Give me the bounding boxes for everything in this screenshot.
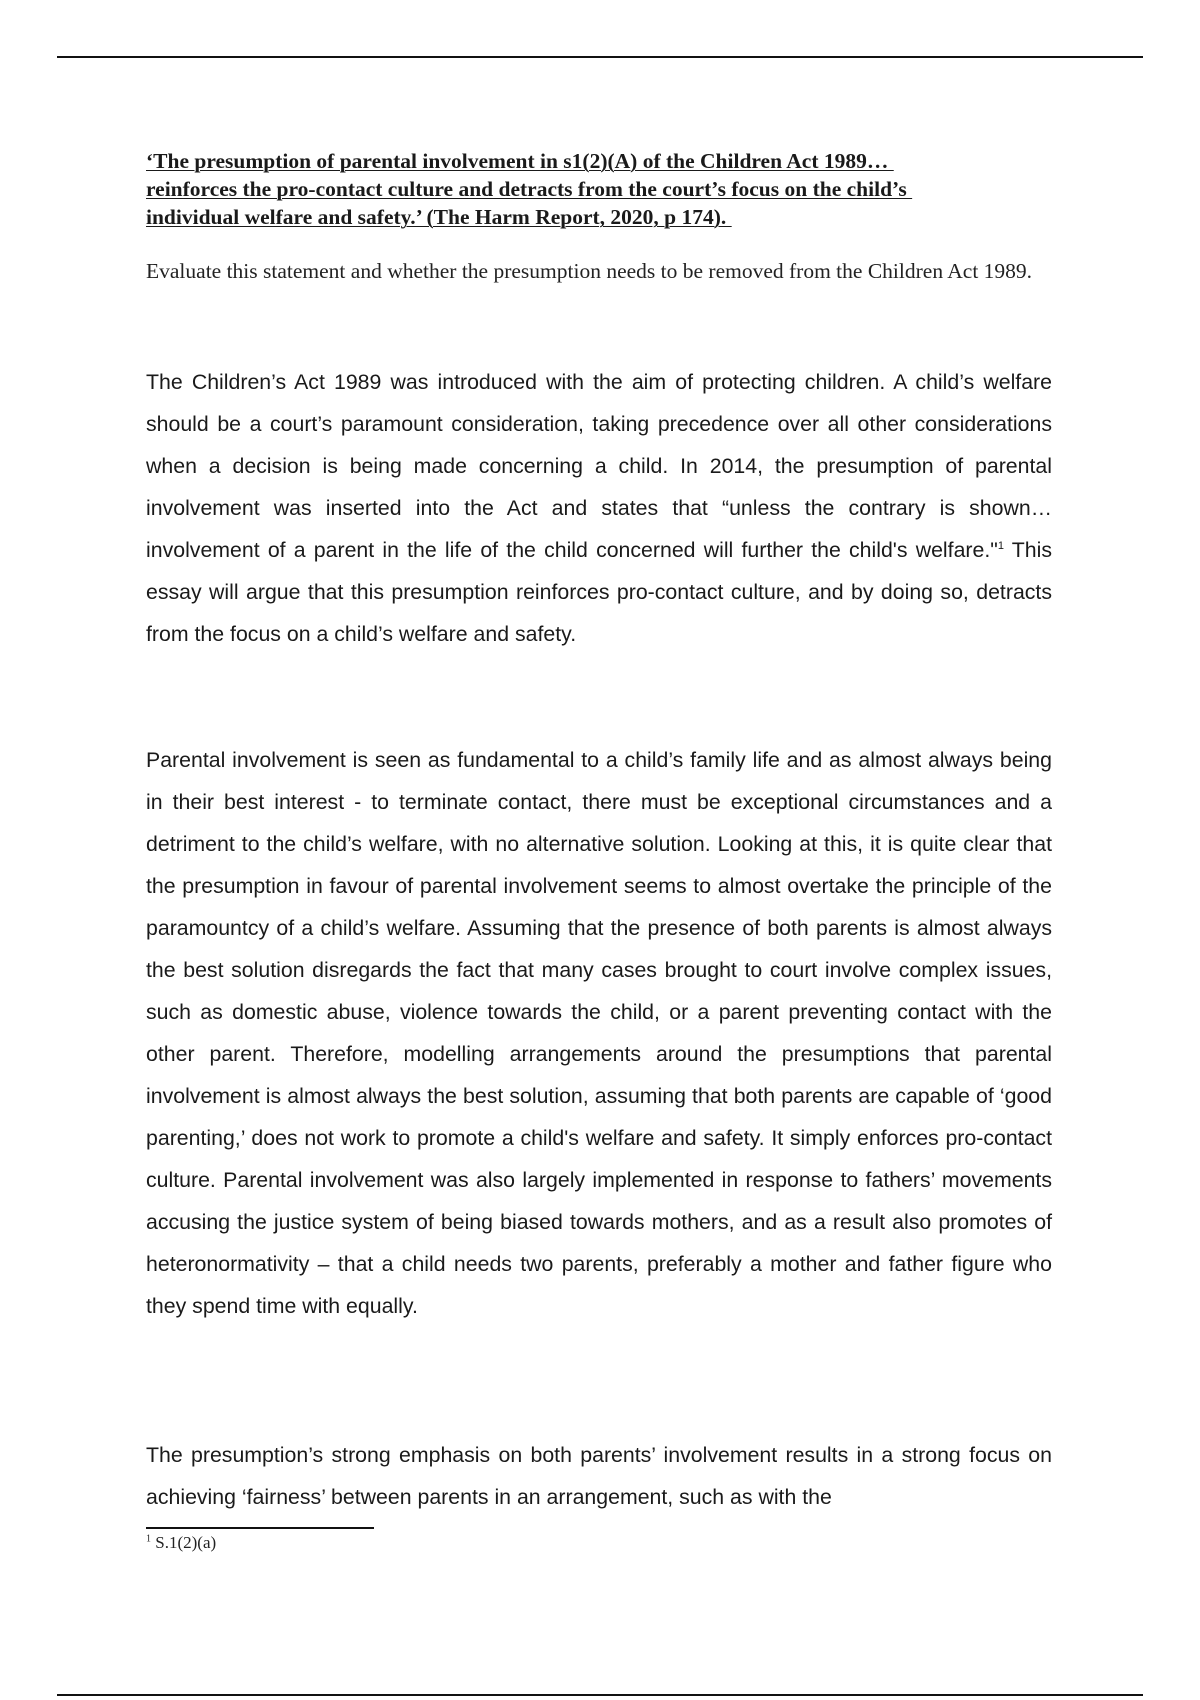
essay-title — [146, 147, 1046, 231]
footnote-reference[interactable]: 1 — [997, 539, 1004, 552]
footnote-number: 1 — [146, 1533, 151, 1545]
body-paragraph-2: Parental involvement is seen as fundamental to a child’s family life and as almost always being in their best interest - to terminate contact, there must be exceptional circumstances and a detriment to the child’s welfare, with no alternative solution. Looking at this, it is quite clear that the presumption in favour of parental involvement seems to almost overtake the principle of the paramountcy of a child’s welfare. Assuming that the presence of both parents is almost always the best solution disregards the fact that many cases brought to court involve complex issues, such as domestic abuse, violence towards the child, or a parent preventing contact with the other parent. Therefore, modelling arrangements around the presumptions that parental involvement is almost always the best solution, assuming that both parents are capable of ‘good parenting,’ does not work to promote a child's welfare and safety. It simply enforces pro-contact culture. Parental involvement was also largely implemented in response to fathers’ movements accusing the justice system of being biased towards mothers, and as a result also promotes of heteronormativity – that a child needs two parents, preferably a mother and father figure who they spend time with equally. — [146, 748, 1052, 1318]
essay-title-line-1: ‘The presumption of parental involvement in s1(2)(A) of the Children Act 1989… — [146, 149, 894, 173]
footnote-text: S.1(2)(a) — [151, 1533, 217, 1552]
essay-title-line-2: reinforces the pro-contact culture and detracts from the court’s focus on the child’s — [146, 177, 913, 201]
body-paragraph-1-part-a: The Children’s Act 1989 was introduced with the aim of protecting children. A child’s welfare should be a court’s paramount consideration, taking precedence over all other considerations when a decision is being made concerning a child. In 2014, the presumption of parental involvement was inserted into the Act and states that “unless the contrary is shown… involvement of a parent in the life of the child concerned will further the child's welfare." — [146, 370, 1052, 562]
page-bottom-rule — [57, 1694, 1143, 1696]
page-top-rule — [57, 56, 1143, 58]
essay-title-line-3: individual welfare and safety.’ (The Harm Report, 2020, p 174). — [146, 205, 732, 229]
footnote — [146, 1531, 216, 1555]
body-paragraph-3: The presumption’s strong emphasis on both parents’ involvement results in a strong focus on achieving ‘fairness’ between parents in an arrangement, such as with the — [146, 1443, 1052, 1509]
footnote-separator — [146, 1527, 374, 1529]
body-paragraph-1 — [146, 361, 1052, 655]
essay-prompt: Evaluate this statement and whether the presumption needs to be removed from the Children Act 1989. — [146, 259, 1033, 283]
body-paragraph-1-part-b: This essay will argue that this presumption reinforces pro-contact culture, and by doing so, detracts from the focus on a child’s welfare and safety. — [146, 538, 1053, 646]
